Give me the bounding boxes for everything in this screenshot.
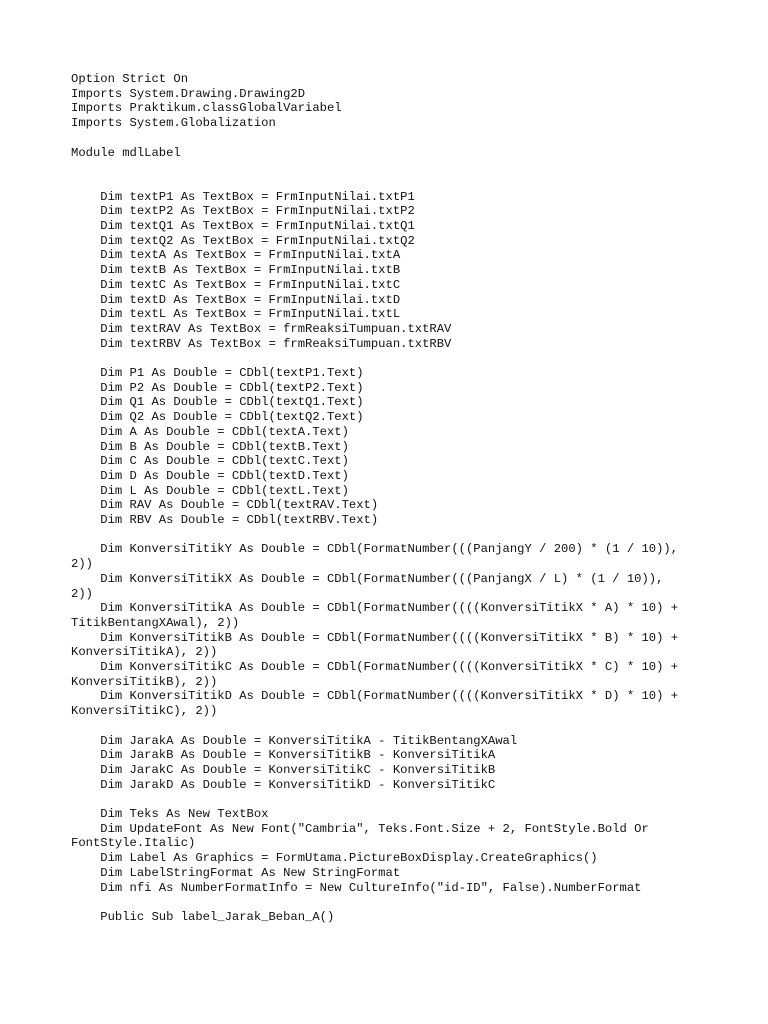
code-line: Dim LabelStringFormat As New StringFormat bbox=[71, 865, 401, 880]
code-line: Dim textP2 As TextBox = FrmInputNilai.txtP2 bbox=[71, 204, 415, 219]
code-line: TitikBentangXAwal), 2)) bbox=[71, 615, 240, 630]
code-line: Dim UpdateFont As New Font("Cambria", Teks.Font.Size + 2, FontStyle.Bold Or bbox=[71, 821, 649, 836]
code-line: Dim C As Double = CDbl(textC.Text) bbox=[71, 454, 349, 469]
code-line bbox=[71, 719, 711, 734]
code-line: KonversiTitikC), 2)) bbox=[71, 704, 218, 719]
code-line: KonversiTitikA), 2)) bbox=[71, 645, 218, 660]
code-line bbox=[71, 131, 711, 146]
code-line: Dim textA As TextBox = FrmInputNilai.txtA bbox=[71, 248, 401, 263]
code-line: Dim textQ1 As TextBox = FrmInputNilai.txtQ1 bbox=[71, 218, 415, 233]
code-line: Option Strict On bbox=[71, 72, 189, 86]
code-line: Dim textQ2 As TextBox = FrmInputNilai.txtQ2 bbox=[71, 233, 415, 248]
code-line: Dim P1 As Double = CDbl(textP1.Text) bbox=[71, 366, 364, 380]
code-line: Dim KonversiTitikB As Double = CDbl(FormatNumber((((KonversiTitikX * B) * 10) + bbox=[71, 630, 679, 645]
code-line: Dim JarakB As Double = KonversiTitikB - KonversiTitikA bbox=[71, 748, 496, 763]
code-line: Dim textC As TextBox = FrmInputNilai.txtC bbox=[71, 277, 401, 292]
code-line: Dim KonversiTitikA As Double = CDbl(FormatNumber((((KonversiTitikX * A) * 10) + bbox=[71, 601, 679, 616]
code-line: 2)) bbox=[71, 557, 93, 572]
code-line: Imports System.Globalization bbox=[71, 116, 276, 131]
code-line: Dim textP1 As TextBox = FrmInputNilai.txtP1 bbox=[71, 189, 415, 204]
code-line: Imports Praktikum.classGlobalVariabel bbox=[71, 101, 342, 116]
code-line bbox=[71, 792, 711, 807]
code-line: Public Sub label_Jarak_Beban_A() bbox=[71, 909, 335, 924]
code-line: Dim KonversiTitikY As Double = CDbl(FormatNumber(((PanjangY / 200) * (1 / 10)), bbox=[71, 542, 679, 557]
code-line: Dim textRBV As TextBox = frmReaksiTumpuan.txtRBV bbox=[71, 336, 452, 351]
code-line: Dim textRAV As TextBox = frmReaksiTumpuan.txtRAV bbox=[71, 321, 452, 336]
code-line: Dim Q2 As Double = CDbl(textQ2.Text) bbox=[71, 410, 364, 425]
code-line: Dim P2 As Double = CDbl(textP2.Text) bbox=[71, 380, 364, 395]
code-line: Dim RAV As Double = CDbl(textRAV.Text) bbox=[71, 498, 379, 513]
code-line: Dim JarakA As Double = KonversiTitikA - TitikBentangXAwal bbox=[71, 733, 518, 748]
code-line: Dim nfi As NumberFormatInfo = New CultureInfo("id-ID", False).NumberFormat bbox=[71, 880, 642, 895]
code-line: Dim JarakD As Double = KonversiTitikD - KonversiTitikC bbox=[71, 777, 496, 792]
code-line: 2)) bbox=[71, 586, 93, 601]
code-line: FontStyle.Italic) bbox=[71, 836, 196, 851]
code-line: Dim JarakC As Double = KonversiTitikC - KonversiTitikB bbox=[71, 762, 496, 777]
code-line: Dim KonversiTitikX As Double = CDbl(FormatNumber(((PanjangX / L) * (1 / 10)), bbox=[71, 571, 664, 586]
code-line: Dim textD As TextBox = FrmInputNilai.txtD bbox=[71, 292, 401, 307]
code-line: Dim D As Double = CDbl(textD.Text) bbox=[71, 468, 349, 483]
code-line bbox=[71, 351, 711, 366]
code-line: Dim Teks As New TextBox bbox=[71, 807, 269, 822]
code-line: KonversiTitikB), 2)) bbox=[71, 674, 218, 689]
code-line: Dim KonversiTitikC As Double = CDbl(FormatNumber((((KonversiTitikX * C) * 10) + bbox=[71, 660, 679, 675]
code-line: Imports System.Drawing.Drawing2D bbox=[71, 86, 306, 101]
code-line: Dim Label As Graphics = FormUtama.PictureBoxDisplay.CreateGraphics() bbox=[71, 851, 598, 866]
code-line: Dim A As Double = CDbl(textA.Text) bbox=[71, 424, 349, 439]
code-line: Dim Q1 As Double = CDbl(textQ1.Text) bbox=[71, 395, 364, 410]
code-line: Dim RBV As Double = CDbl(textRBV.Text) bbox=[71, 513, 379, 528]
code-line bbox=[71, 175, 711, 190]
code-line: Dim textL As TextBox = FrmInputNilai.txtL bbox=[71, 307, 401, 322]
code-line: Dim L As Double = CDbl(textL.Text) bbox=[71, 483, 349, 498]
code-line: Module mdlLabel bbox=[71, 145, 181, 160]
code-line bbox=[71, 160, 711, 175]
code-line: Dim B As Double = CDbl(textB.Text) bbox=[71, 439, 349, 454]
code-listing bbox=[71, 72, 711, 925]
code-line bbox=[71, 895, 711, 910]
code-line: Dim textB As TextBox = FrmInputNilai.txtB bbox=[71, 263, 401, 278]
code-line bbox=[71, 528, 711, 543]
code-line: Dim KonversiTitikD As Double = CDbl(FormatNumber((((KonversiTitikX * D) * 10) + bbox=[71, 689, 679, 704]
